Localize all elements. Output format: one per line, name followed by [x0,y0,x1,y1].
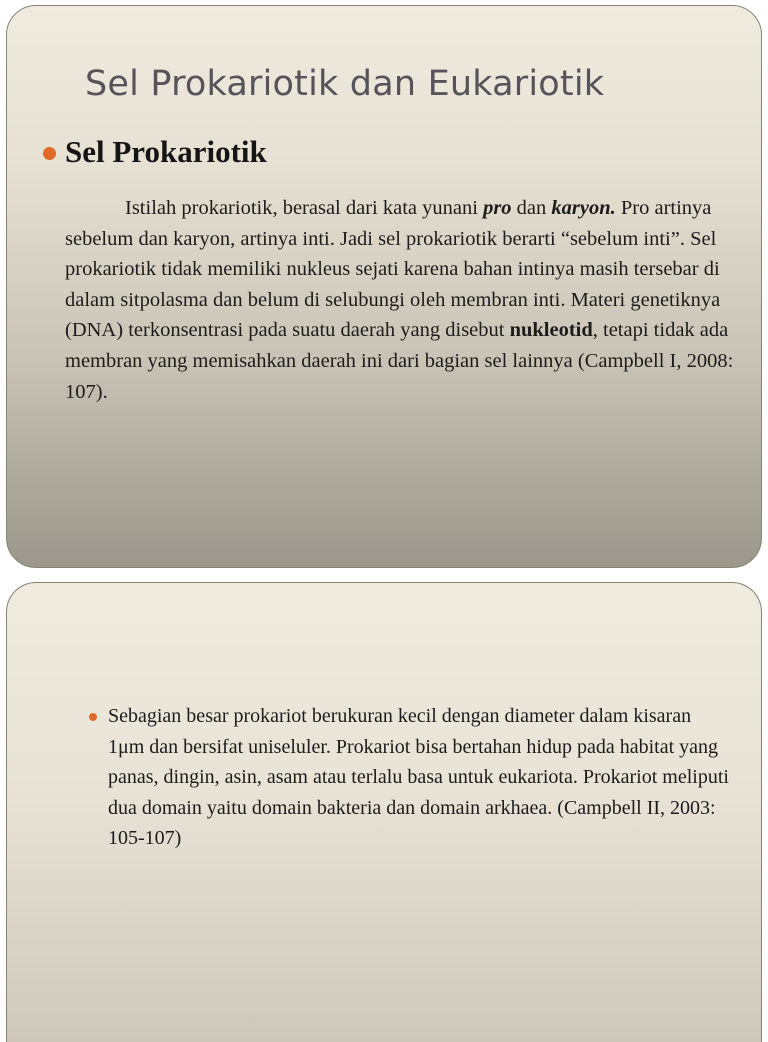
body-text-3: Pro artinya sebelum dan karyon, artinya inti. Jadi sel prokariotik berarti “sebelum inti”. Sel prokariotik tidak memiliki nukleus sejati karena bahan intinya masih tersebar di dalam sitpolasma dan belum di selubungi oleh membran inti. Materi genetiknya (DNA) terkonsentrasi pada suatu daerah yang disebut [65,197,721,342]
keyword-karyon: karyon. [551,197,616,219]
bullet-text: Sebagian besar prokariot berukuran kecil dengan diameter dalam kisaran 1μm dan bersifat uniseluler. Prokariot bisa bertahan hidup pada habitat yang panas, dingin, asin, asam atau terlalu basa untuk eukariota. Prokariot meliputi dua domain yaitu domain bakteria dan domain arkhaea. (Campbell II, 2003: 105-107) [108,705,729,850]
heading-bullet-item [43,134,267,170]
slide-2 [6,582,762,1042]
body-text-1: Istilah prokariotik, berasal dari kata yunani [125,197,484,219]
body-paragraph [65,193,737,407]
keyword-nukleotid: nukleotid [509,319,593,342]
section-heading: Sel Prokariotik [65,134,267,169]
slide-title: Sel Prokariotik dan Eukariotik [85,64,605,104]
bullet-dot-icon [43,147,56,160]
slide-1 [6,5,762,568]
bullet-dot-icon [89,713,97,721]
body-text-2: dan [511,197,552,219]
keyword-pro: pro [483,197,512,219]
bullet-item [89,701,729,854]
body-text-4: , tetapi tidak ada membran yang memisahkan daerah ini dari bagian sel lainnya (Campbell I, 2008: 107). [65,319,734,403]
